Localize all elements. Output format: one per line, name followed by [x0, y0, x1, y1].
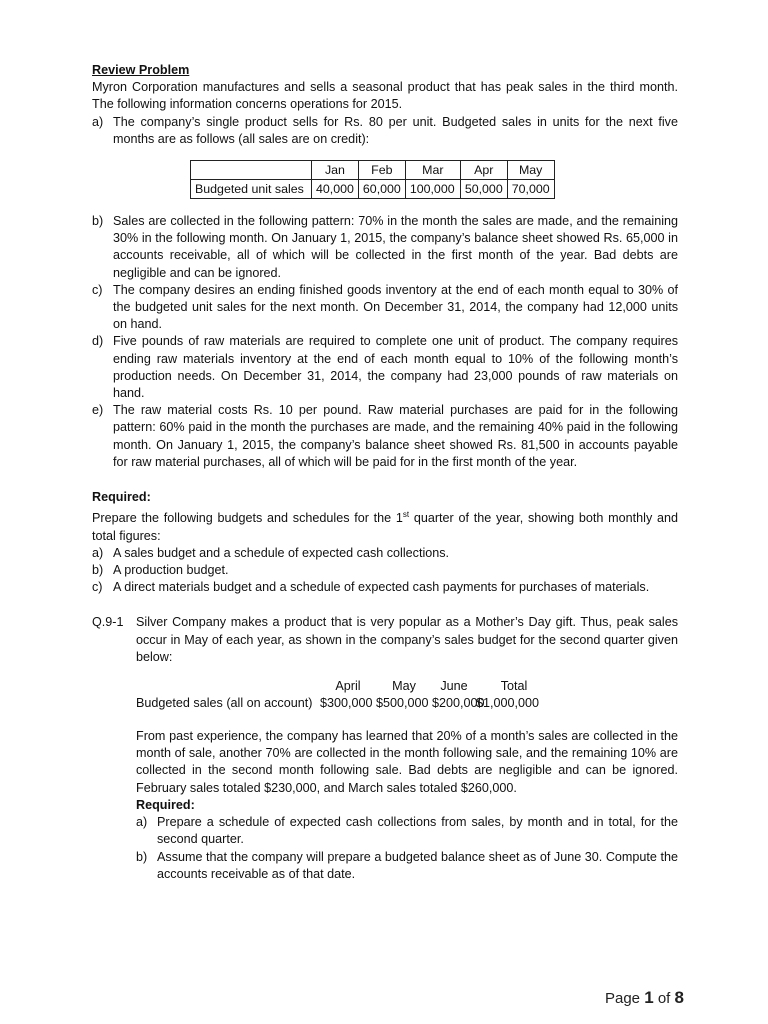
q91-required-heading: Required:: [136, 797, 195, 812]
review-intro: Myron Corporation manufactures and sells a seasonal product that has peak sales in the third month. The following information concerns operations for 2015.: [92, 80, 678, 112]
review-item-d: d) Five pounds of raw materials are required to complete one unit of product. The company requires ending raw materials inventory at the end of each month equal to 10% of the following month’s production needs. On December 31, 2014, the company had 23,000 pounds of raw materials on hand.: [92, 334, 678, 401]
q91-required-a: a) Prepare a schedule of expected cash collections from sales, by month and in total, for the second quarter.: [136, 815, 678, 847]
q91-required-b: b) Assume that the company will prepare a budgeted balance sheet as of June 30. Compute the accounts receivable as of that date.: [136, 849, 678, 881]
review-title: Review Problem: [92, 63, 190, 77]
review-item-a: a) The company’s single product sells for Rs. 80 per unit. Budgeted sales in units for the next five months are as follows (all sales are on credit):: [92, 114, 678, 146]
review-item-c: c) The company desires an ending finished goods inventory at the end of each month equal to 30% of the budgeted unit sales for the next month. On December 31, 2014, the company had 12,000 units on hand.: [92, 282, 678, 332]
table-header-row: Jan Feb Mar Apr May: [191, 161, 555, 180]
q91-paragraph: From past experience, the company has learned that 20% of a month’s sales are collected in the month of sale, another 70% are collected in the month following sale, and the remaining 10% are collected in the second month following sale. Bad debts are negligible and can be ignored. February sales totaled $230,000, and March sales totaled $260,000.: [136, 729, 678, 795]
table-row: Budgeted unit sales 40,000 60,000 100,000 50,000 70,000: [191, 180, 555, 199]
document-page: [92, 62, 678, 883]
question-9-1: [92, 614, 678, 666]
review-item-e: e) The raw material costs Rs. 10 per pound. Raw material purchases are paid for in the following pattern: 60% paid in the month the purchases are made, and the remaining 40% paid in the following month. On January 1, 2015, the company’s balance sheet showed Rs. 81,500 in accounts payable for raw material purchases, all of which will be paid for in the first month of the year.: [92, 403, 678, 469]
review-item-b: b) Sales are collected in the following pattern: 70% in the month the sales are made, and the remaining 30% in the following month. On January 1, 2015, the company’s balance sheet showed Rs. 65,000 in accounts receivable, all of which will be collected in the first month of the year. Bad debts are negligible and can be ignored.: [92, 214, 678, 280]
required-item-b: b) A production budget.: [92, 563, 229, 578]
question-text: Silver Company makes a product that is very popular as a Mother’s Day gift. Thus, peak sales occur in May of each year, as shown in the company’s sales budget for the second quarter given below:: [136, 615, 678, 664]
required-text: Prepare the following budgets and schedules for the 1st quarter of the year, showing both monthly and total figures:: [92, 510, 678, 543]
required-item-a: a) A sales budget and a schedule of expected cash collections.: [92, 545, 450, 560]
sales-table: [190, 160, 555, 199]
required-heading: Required:: [92, 490, 151, 505]
sales-budget-grid: April May June Total Budgeted sales (all on account) $300,000 $500,000 $200,000 $1,000,000: [136, 679, 540, 711]
question-number: Q.9-1: [92, 615, 124, 630]
required-item-c: c) A direct materials budget and a schedule of expected cash payments for purchases of materials.: [92, 580, 650, 595]
page-number: Page 1 of 8: [604, 988, 684, 1007]
